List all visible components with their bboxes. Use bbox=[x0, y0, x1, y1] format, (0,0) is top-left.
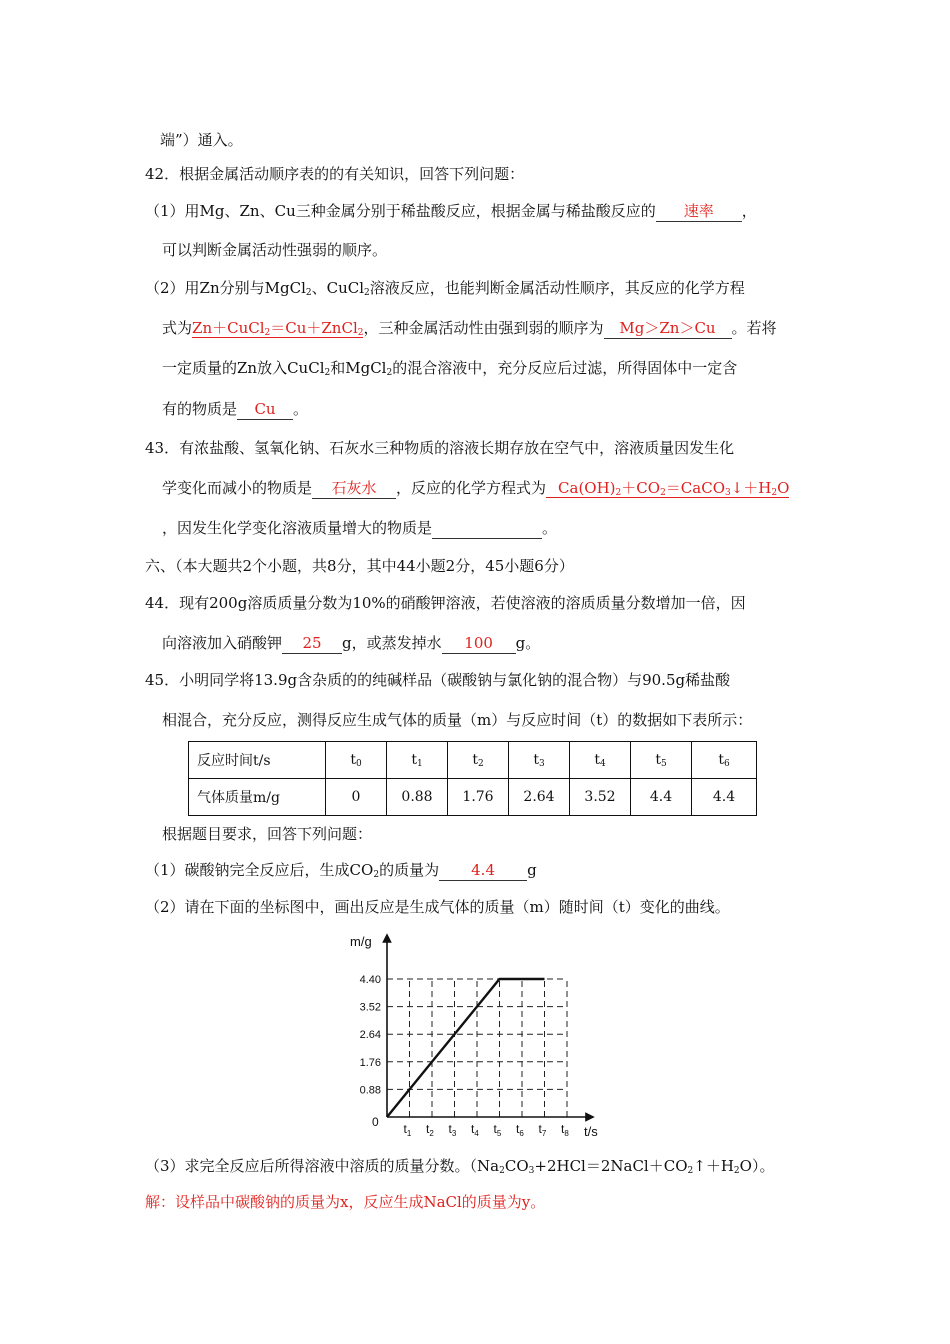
question-42-part-1: （1）用Mg、Zn、Cu三种金属分别于稀盐酸反应，根据金属与稀盐酸反应的 速率 ， bbox=[145, 202, 757, 220]
question-43-line-2: 学变化而减小的物质是 石灰水 ，反应的化学方程式为 $Ca(OH)_2+CO_2=CaCO_3↓+H_2O$ bbox=[162, 479, 790, 498]
question-43-line-3: ，因发生化学变化溶液质量增大的物质是 。 bbox=[162, 519, 558, 537]
section-6-heading: 六、（本大题共2个小题，共8分，其中44小题2分，45小题6分） bbox=[145, 557, 574, 575]
table-cell: 4.4 bbox=[692, 779, 757, 816]
table-header-mass: 气体质量m/g bbox=[189, 779, 326, 816]
reaction-data-table bbox=[188, 741, 757, 816]
y-tick-label: 3.52 bbox=[359, 1001, 381, 1014]
question-42-title: 42．根据金属活动顺序表的的有关知识，回答下列问题： bbox=[145, 165, 525, 183]
question-45-part-1: （1）碳酸钠完全反应后，生成$CO_2$的质量为 4.4 g bbox=[145, 861, 537, 880]
answer-solid-cu: Cu bbox=[254, 400, 276, 418]
table-cell: $t_3$ bbox=[509, 742, 570, 779]
table-cell: 0.88 bbox=[387, 779, 448, 816]
y-axis-label: m/g bbox=[350, 934, 372, 949]
question-45-instructions: 根据题目要求，回答下列问题： bbox=[162, 825, 373, 843]
question-42-part-2-cont: 一定质量的Zn放入CuCl$_2$和MgCl$_2$的混合溶液中，充分反应后过滤，所得固体中一定含 bbox=[162, 359, 738, 378]
question-45-part-3: （3）求完全反应后所得溶液中溶质的质量分数。$(Na_2CO_3+2HCl=2NaCl+CO_2↑+H_2O)$。 bbox=[145, 1157, 775, 1176]
y-tick-label: 2.64 bbox=[359, 1029, 381, 1042]
table-cell: $t_2$ bbox=[448, 742, 509, 779]
table-cell: 1.76 bbox=[448, 779, 509, 816]
x-tick-label: $t_2$ bbox=[426, 1122, 434, 1138]
table-cell: $t_1$ bbox=[387, 742, 448, 779]
question-42-part-2: （2）用Zn分别与MgCl$_2$、CuCl$_2$溶液反应，也能判断金属活动性顺序，其反应的化学方程 bbox=[145, 279, 745, 298]
answer-equation-caoh2: $Ca(OH)_2+CO_2=CaCO_3↓+H_2O$ bbox=[546, 479, 789, 498]
table-cell: 2.64 bbox=[509, 779, 570, 816]
question-45-part-2: （2）请在下面的坐标图中，画出反应是生成气体的质量（m）随时间（t）变化的曲线。 bbox=[145, 898, 730, 916]
answer-equation-zn: Zn＋CuCl$_2$＝Cu＋ZnCl$_2$ bbox=[192, 319, 364, 338]
question-42-part-1-cont: 可以判断金属活动性强弱的顺序。 bbox=[162, 241, 388, 259]
table-cell: 3.52 bbox=[570, 779, 631, 816]
solution-line: 解：设样品中碳酸钠的质量为x，反应生成NaCl的质量为y。 bbox=[145, 1193, 546, 1211]
origin-label: 0 bbox=[372, 1115, 379, 1129]
x-tick-label: $t_8$ bbox=[561, 1122, 569, 1138]
answer-add-kno3: 25 bbox=[302, 634, 322, 652]
answer-limewater: 石灰水 bbox=[331, 479, 377, 497]
table-row bbox=[189, 779, 757, 816]
series-line bbox=[387, 979, 545, 1117]
answer-evaporate-water: 100 bbox=[464, 634, 493, 652]
x-tick-label: $t_7$ bbox=[538, 1122, 547, 1138]
answer-activity-order: Mg＞Zn＞Cu bbox=[619, 319, 716, 337]
x-tick-label: $t_4$ bbox=[471, 1122, 479, 1138]
question-43-line-1: 43．有浓盐酸、氢氧化钠、石灰水三种物质的溶液长期存放在空气中，溶液质量因发生化 bbox=[145, 439, 735, 457]
question-44-line-1: 44．现有200g溶质质量分数为10%的硝酸钾溶液，若使溶液的溶质质量分数增加一倍，因 bbox=[145, 594, 746, 612]
x-tick-label: $t_6$ bbox=[516, 1122, 524, 1138]
x-axis-label: t/s bbox=[584, 1124, 598, 1139]
table-cell: $t_4$ bbox=[570, 742, 631, 779]
table-cell: 0 bbox=[326, 779, 387, 816]
y-tick-label: 4.40 bbox=[359, 974, 381, 986]
y-tick-label: 0.88 bbox=[359, 1084, 381, 1097]
question-45-line-2: 相混合，充分反应，测得反应生成气体的质量（m）与反应时间（t）的数据如下表所示： bbox=[162, 711, 753, 729]
question-42-part-2-eq-line: 式为Zn＋CuCl$_2$＝Cu＋ZnCl$_2$，三种金属活动性由强到弱的顺序为 Mg＞Zn＞Cu 。若将 bbox=[162, 319, 777, 338]
table-header-time: 反应时间t/s bbox=[189, 742, 326, 779]
table-cell: 4.4 bbox=[631, 779, 692, 816]
continuation-line: 端”）通入。 bbox=[160, 131, 243, 149]
x-tick-label: $t_1$ bbox=[403, 1122, 412, 1138]
answer-co2-mass: 4.4 bbox=[471, 861, 495, 879]
question-44-line-2: 向溶液加入硝酸钾 25 g，或蒸发掉水 100 g。 bbox=[162, 634, 541, 652]
mass-time-chart bbox=[340, 928, 620, 1143]
question-42-part-2-end: 有的物质是 Cu 。 bbox=[162, 400, 309, 418]
table-cell: $t_6$ bbox=[692, 742, 757, 779]
question-45-line-1: 45．小明同学将13.9g含杂质的的纯碱样品（碳酸钠与氯化钠的混合物）与90.5g稀盐酸 bbox=[145, 671, 731, 689]
x-tick-label: $t_3$ bbox=[448, 1122, 457, 1138]
y-tick-label: 1.76 bbox=[359, 1056, 381, 1069]
table-row bbox=[189, 742, 757, 779]
answer-rate: 速率 bbox=[683, 202, 714, 220]
table-cell: $t_0$ bbox=[326, 742, 387, 779]
x-tick-label: $t_5$ bbox=[493, 1122, 502, 1138]
table-cell: $t_5$ bbox=[631, 742, 692, 779]
